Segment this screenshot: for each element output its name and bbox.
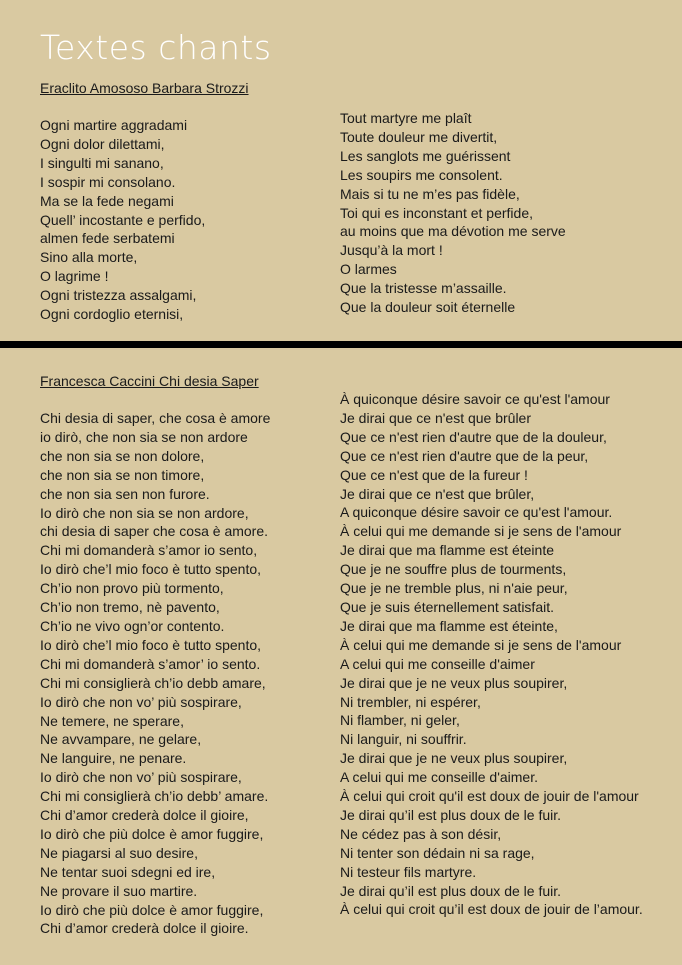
- translation-line: À celui qui me demande si je sens de l'amour: [340, 636, 622, 653]
- lyric-line: Io dirò che’l mio foco è tutto spento,: [40, 561, 262, 578]
- translation-line: Que je ne souffre plus de tourments,: [340, 561, 567, 578]
- translation-line: Toute douleur me divertit,: [340, 128, 498, 145]
- lyric-line: almen fede serbatemi: [40, 230, 175, 247]
- lyric-line: che non sia se non timore,: [40, 466, 205, 483]
- translation-line: Je dirai que ma flamme est éteinte: [340, 542, 554, 559]
- translation-line: Les sanglots me guérissent: [340, 147, 511, 164]
- lyric-line: Io dirò che non sia se non ardore,: [40, 504, 249, 521]
- lyric-line: Chi mi domanderà s’amor io sento,: [40, 542, 258, 559]
- lyric-line: Ne languire, ne penare.: [40, 750, 187, 767]
- lyric-line: Ch’io ne vivo ogn’or contento.: [40, 617, 225, 634]
- lyric-line: chi desia di saper che cosa è amore.: [40, 523, 269, 540]
- translation-line: Ni testeur fils martyre.: [340, 863, 477, 880]
- translation-line: Que ce n'est rien d'autre que de la peur,: [340, 447, 589, 464]
- lyric-line: Ne avvampare, ne gelare,: [40, 731, 202, 748]
- translation-line: Jusqu’à la mort !: [340, 242, 443, 259]
- translation-line: Que ce n'est que de la fureur !: [340, 466, 528, 483]
- song-title-caccini: Francesca Caccini Chi desia Saper: [40, 373, 259, 389]
- lyric-line: Ogni martire aggradami: [40, 117, 188, 133]
- lyric-line: io dirò, che non sia se non ardore: [40, 428, 248, 445]
- translation-line: Je dirai que je ne veux plus soupirer,: [340, 750, 568, 767]
- lyric-line: che non sia sen non furore.: [40, 485, 210, 502]
- lyric-line: Chi mi consiglierà ch’io debb’ amare.: [40, 788, 269, 805]
- translation-line: Que je suis éternellement satisfait.: [340, 598, 554, 615]
- translation-line: À celui qui croit qu’il est doux de jouir de l’amour.: [340, 901, 643, 918]
- translation-line: À celui qui me demande si je sens de l'amour: [340, 523, 622, 540]
- translation-line: À celui qui croit qu'il est doux de jouir de l'amour: [340, 788, 639, 805]
- translation-line: Tout martyre me plaît: [340, 110, 472, 126]
- lyric-line: Sino alla morte,: [40, 249, 138, 266]
- translation-line: Mais si tu ne m’es pas fidèle,: [340, 185, 520, 202]
- lyric-line: Ogni tristezza assalgami,: [40, 287, 197, 304]
- translation-line: Je dirai qu’il est plus doux de le fuir.: [340, 806, 562, 823]
- lyric-line: Io dirò che’l mio foco è tutto spento,: [40, 636, 262, 653]
- lyric-line: Ch’io non provo più tormento,: [40, 580, 224, 597]
- translation-line: Je dirai que ma flamme est éteinte,: [340, 617, 558, 634]
- translation-line: Ni flamber, ni geler,: [340, 712, 460, 729]
- lyric-line: Ma se la fede negami: [40, 192, 174, 209]
- translation-line: Les soupirs me consolent.: [340, 166, 503, 183]
- translation-line: A quiconque désire savoir ce qu'est l'amour.: [340, 504, 613, 521]
- lyric-line: Ch’io non tremo, nè pavento,: [40, 599, 220, 616]
- translation-line: Je dirai qu’il est plus doux de le fuir.: [340, 882, 562, 899]
- translation-line: Toi qui es inconstant et perfide,: [340, 204, 534, 221]
- translation-line: Je dirai que ce n'est que brûler: [340, 409, 532, 426]
- translation-line: A celui qui me conseille d'aimer.: [340, 769, 538, 786]
- original-lyrics-caccini: [40, 409, 270, 938]
- translation-line: O larmes: [340, 261, 397, 278]
- translation-line: Ni trembler, ni espérer,: [340, 693, 481, 710]
- translation-lyrics-strozzi: [340, 109, 566, 317]
- translation-line: Que la tristesse m’assaille.: [340, 280, 507, 297]
- section-divider: [0, 341, 682, 348]
- lyric-line: I singulti mi sanano,: [40, 154, 164, 171]
- translation-line: Ne cédez pas à son désir,: [340, 825, 502, 842]
- original-lyrics-strozzi: [40, 116, 205, 324]
- translation-line: au moins que ma dévotion me serve: [340, 223, 566, 240]
- lyric-line: Ne temere, ne sperare,: [40, 712, 184, 729]
- lyric-line: che non sia se non dolore,: [40, 447, 205, 464]
- lyric-line: Chi d’amor crederà dolce il gioire,: [40, 807, 249, 824]
- lyric-line: O lagrime !: [40, 268, 109, 285]
- translation-line: Que la douleur soit éternelle: [340, 299, 516, 316]
- lyric-line: Io dirò che non vo’ più sospirare,: [40, 769, 242, 786]
- song-title-strozzi: Eraclito Amososo Barbara Strozzi: [40, 80, 249, 96]
- translation-line: Ni languir, ni souffrir.: [340, 731, 467, 748]
- lyric-line: Ogni cordoglio eternisi,: [40, 306, 184, 323]
- lyric-line: Chi desia di saper, che cosa è amore: [40, 410, 271, 426]
- lyric-line: Ne provare il suo martire.: [40, 882, 198, 899]
- page-title: Textes chants: [40, 28, 272, 67]
- translation-line: À quiconque désire savoir ce qu'est l'amour: [340, 391, 610, 407]
- translation-line: Ni tenter son dédain ni sa rage,: [340, 844, 535, 861]
- lyric-line: Chi d’amor crederà dolce il gioire.: [40, 920, 249, 937]
- lyric-line: Ogni dolor dilettami,: [40, 135, 165, 152]
- lyric-line: Quell’ incostante e perfido,: [40, 211, 206, 228]
- translation-line: A celui qui me conseille d'aimer: [340, 655, 535, 672]
- translation-line: Je dirai que je ne veux plus soupirer,: [340, 674, 568, 691]
- lyric-line: Chi mi domanderà s’amor’ io sento.: [40, 655, 261, 672]
- lyric-line: Io dirò che più dolce è amor fuggire,: [40, 825, 264, 842]
- lyric-line: Ne piagarsi al suo desire,: [40, 844, 198, 861]
- translation-line: Que je ne tremble plus, ni n'aie peur,: [340, 580, 568, 597]
- lyric-line: I sospir mi consolano.: [40, 173, 176, 190]
- translation-lyrics-caccini: [340, 390, 643, 919]
- lyric-line: Chi mi consiglierà ch’io debb amare,: [40, 674, 266, 691]
- lyric-line: Io dirò che non vo’ più sospirare,: [40, 693, 242, 710]
- translation-line: Je dirai que ce n'est que brûler,: [340, 485, 535, 502]
- translation-line: Que ce n'est rien d'autre que de la douleur,: [340, 428, 607, 445]
- lyric-line: Ne tentar suoi sdegni ed ire,: [40, 863, 216, 880]
- lyric-line: Io dirò che più dolce è amor fuggire,: [40, 901, 264, 918]
